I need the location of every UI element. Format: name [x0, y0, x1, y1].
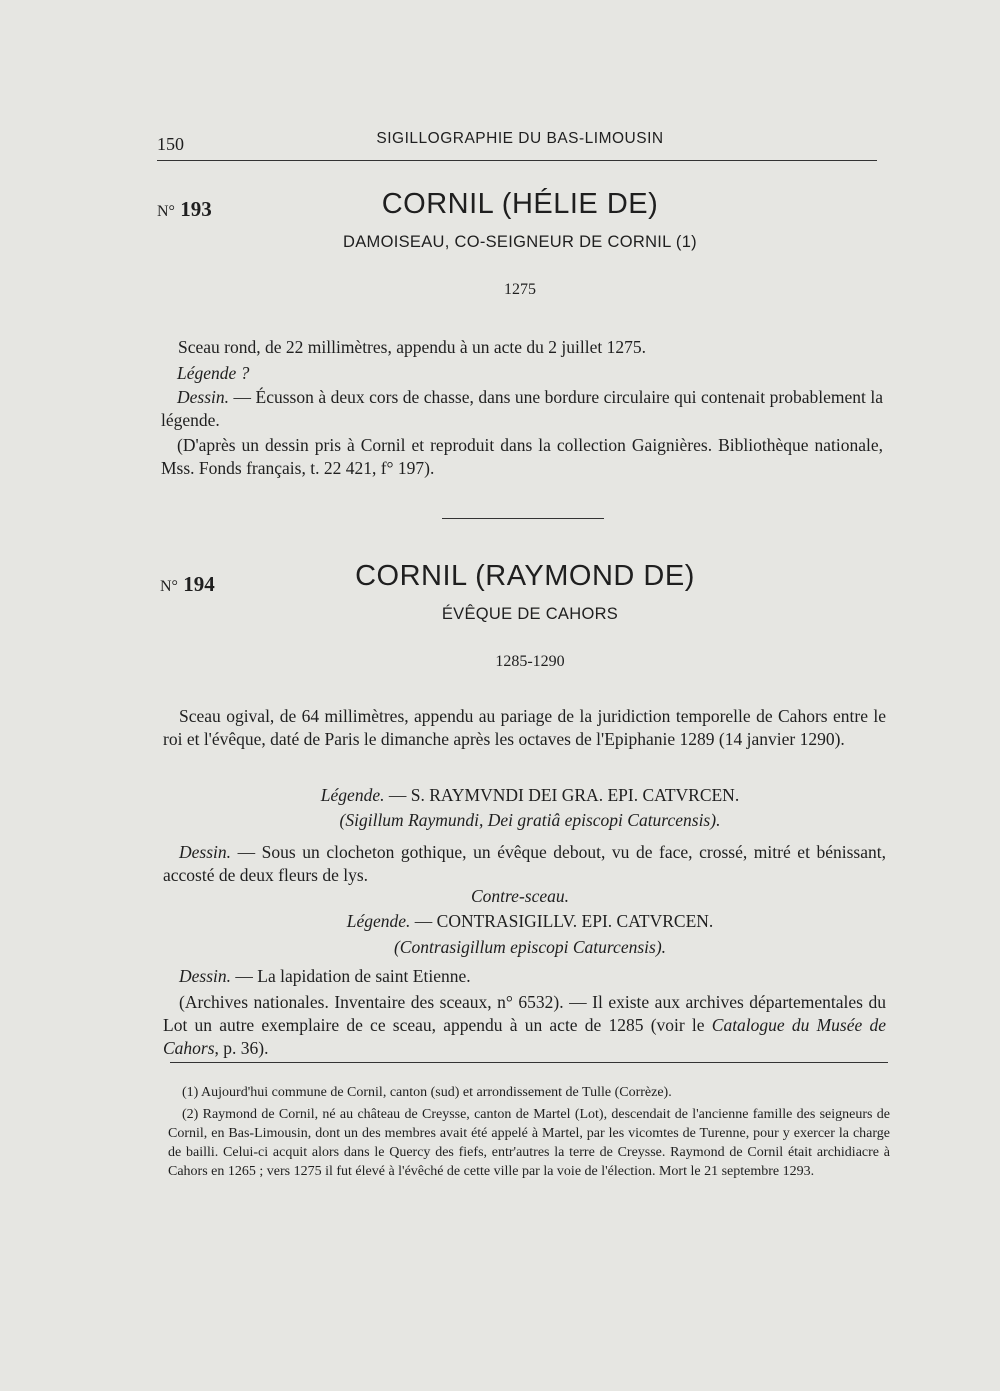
entry-194-subtitle: ÉVÊQUE DE CAHORS [441, 605, 619, 623]
entry-194-number-value: 194 [183, 572, 215, 596]
entry-194-contre-dessin [163, 965, 886, 988]
entry-194-description: Sceau ogival, de 64 millimètres, appendu au pariage de la juridiction temporelle de Cahors entre le roi et l'évêque, daté de Paris le dimanche après les octaves de l'Epiphanie 1289 (14 janvier 1290). [163, 706, 886, 749]
entry-193-number [157, 197, 212, 222]
entry-194-dessin-label: Dessin. [179, 842, 232, 862]
entry-194-source-part1: (Archives nationales. Inventaire des sceaux, n° 6532). — Il existe aux archives départementales du Lot un autre exemplaire de ce sceau, appendu à un acte de 1285 (voir le [163, 992, 886, 1035]
entry-193-number-prefix: N° [157, 203, 175, 220]
footnote-rule [170, 1062, 888, 1063]
entry-194-contre-dessin-text: — La lapidation de saint Etienne. [231, 966, 471, 986]
entry-194-number [160, 572, 215, 597]
footnote-1: (1) Aujourd'hui commune de Cornil, canton (sud) et arrondissement de Tulle (Corrèze). [182, 1085, 672, 1100]
entry-194-legende-text: — S. RAYMVNDI DEI GRA. EPI. CATVRCEN. [384, 785, 740, 805]
header-rule [157, 160, 877, 161]
entry-194-source [163, 991, 886, 1060]
entry-193-dessin-text: — Écusson à deux cors de chasse, dans une bordure circulaire qui contenait probablement la légende. [161, 387, 883, 430]
entry-193-dessin-label: Dessin. [177, 387, 230, 407]
footnote-2: (2) Raymond de Cornil, né au château de Creysse, canton de Martel (Lot), descendait de l'ancienne famille des seigneurs de Cornil, en Bas-Limousin, dont un des membres avait été appelé à Martel, par les vicomtes de Turenne, pour y exercer la charge de bailli. Celui-ci acquit alors dans le Quercy des fiefs, entr'autres la terre de Creysse. Raymond de Cornil était archidiacre à Cahors en 1265 ; vers 1275 il fut élevé à l'évêché de cette ville par la voie de l'élection. Mort le 21 septembre 1293. [168, 1107, 890, 1179]
entry-194-contre-dessin-label: Dessin. [179, 966, 232, 986]
entry-194-number-prefix: N° [160, 578, 178, 595]
entry-194-contre-legende [230, 911, 830, 932]
entry-194-contre-sceau: Contre-sceau. [470, 886, 569, 906]
section-divider [442, 518, 604, 519]
entry-194-date: 1285-1290 [495, 653, 565, 670]
entry-194-title: CORNIL (RAYMOND DE) [355, 560, 695, 592]
entry-194-contre-legende-transcription: (Contrasigillum episcopi Caturcensis). [393, 937, 667, 957]
entry-194-source-catalogue: Catalogue du Musée de Cahors [163, 1015, 886, 1058]
entry-194-dessin-text: — Sous un clocheton gothique, un évêque debout, vu de face, crossé, mitré et bénissant, accosté de deux fleurs de lys. [163, 842, 886, 885]
entry-194-contre-legende-text: — CONTRASIGILLV. EPI. CATVRCEN. [410, 911, 714, 931]
entry-193-source: (D'après un dessin pris à Cornil et reproduit dans la collection Gaignières. Bibliothèque nationale, Mss. Fonds français, t. 22 421, f° 197). [161, 435, 883, 478]
entry-193-dessin [161, 386, 883, 432]
entry-193-date: 1275 [504, 281, 536, 298]
entry-194-dessin [163, 841, 886, 887]
entry-194-legende [200, 785, 860, 806]
entry-194-legende-transcription: (Sigillum Raymundi, Dei gratiâ episcopi Caturcensis). [339, 810, 721, 830]
entry-193-number-value: 193 [180, 197, 212, 221]
entry-193-description: Sceau rond, de 22 millimètres, appendu à un acte du 2 juillet 1275. [178, 337, 647, 357]
entry-194-source-part2: , p. 36). [214, 1038, 269, 1058]
running-title: SIGILLOGRAPHIE DU BAS-LIMOUSIN [376, 130, 664, 147]
page-number: 150 [157, 134, 184, 154]
entry-194-contre-legende-label: Légende. [346, 911, 411, 931]
entry-193-legende: Légende ? [177, 363, 250, 383]
entry-193-subtitle: DAMOISEAU, CO-SEIGNEUR DE CORNIL (1) [343, 233, 697, 251]
entry-193-title: CORNIL (HÉLIE DE) [381, 188, 659, 220]
entry-194-legende-label: Légende. [320, 785, 385, 805]
